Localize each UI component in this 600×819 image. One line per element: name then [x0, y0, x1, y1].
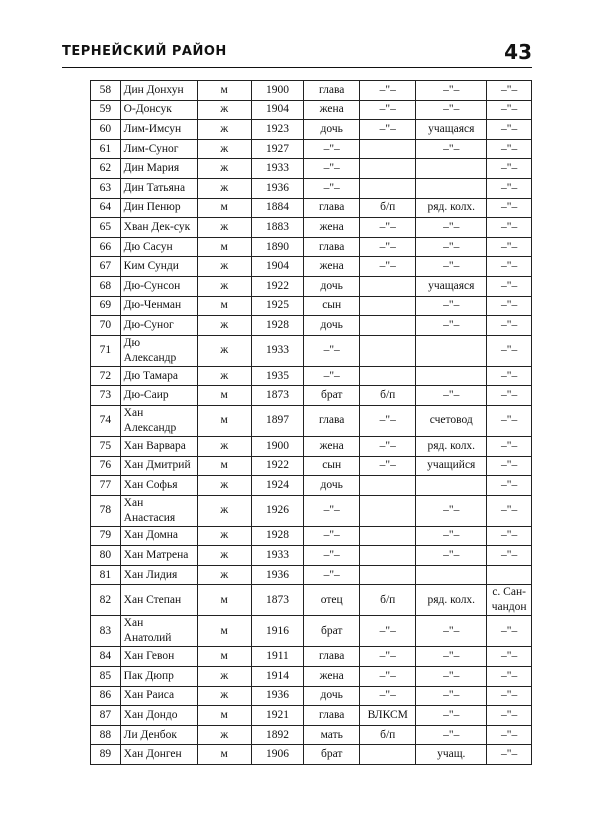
- sex-cell: ж: [197, 335, 251, 366]
- party-status: б/п: [360, 585, 416, 616]
- birth-year: 1890: [251, 237, 303, 257]
- row-number: 60: [91, 120, 121, 140]
- sex-cell: ж: [197, 120, 251, 140]
- table-row: [91, 725, 532, 745]
- sex-cell: ж: [197, 546, 251, 566]
- note-cell: –"–: [487, 725, 532, 745]
- family-relation: мать: [304, 725, 360, 745]
- person-name: Лим-Имсун: [120, 120, 197, 140]
- family-relation: глава: [304, 81, 360, 101]
- table-row: [91, 546, 532, 566]
- person-name: Хан Домна: [120, 526, 197, 546]
- person-name: Хван Дек-сук: [120, 218, 197, 238]
- person-name: Дин Пенюр: [120, 198, 197, 218]
- note-cell: –"–: [487, 296, 532, 316]
- note-cell: –"–: [487, 139, 532, 159]
- occupation-cell: [416, 565, 487, 585]
- person-name: Дю-Суног: [120, 316, 197, 336]
- sex-cell: м: [197, 456, 251, 476]
- sex-cell: м: [197, 198, 251, 218]
- birth-year: 1904: [251, 100, 303, 120]
- sex-cell: м: [197, 585, 251, 616]
- table-row: [91, 585, 532, 616]
- table-row: [91, 436, 532, 456]
- sex-cell: ж: [197, 526, 251, 546]
- occupation-cell: –"–: [416, 706, 487, 726]
- party-status: [360, 159, 416, 179]
- sex-cell: м: [197, 647, 251, 667]
- occupation-cell: –"–: [416, 647, 487, 667]
- note-cell: –"–: [487, 405, 532, 436]
- row-number: 87: [91, 706, 121, 726]
- family-relation: –"–: [304, 546, 360, 566]
- note-cell: –"–: [487, 276, 532, 296]
- birth-year: 1935: [251, 366, 303, 386]
- sex-cell: ж: [197, 100, 251, 120]
- party-status: [360, 335, 416, 366]
- table-row: [91, 178, 532, 198]
- row-number: 84: [91, 647, 121, 667]
- family-relation: жена: [304, 667, 360, 687]
- person-name: Дю Сасун: [120, 237, 197, 257]
- row-number: 74: [91, 405, 121, 436]
- occupation-cell: –"–: [416, 296, 487, 316]
- note-cell: –"–: [487, 159, 532, 179]
- sex-cell: ж: [197, 436, 251, 456]
- note-cell: –"–: [487, 456, 532, 476]
- birth-year: 1914: [251, 667, 303, 687]
- occupation-cell: ряд. колх.: [416, 436, 487, 456]
- birth-year: 1933: [251, 335, 303, 366]
- birth-year: 1911: [251, 647, 303, 667]
- birth-year: 1873: [251, 585, 303, 616]
- birth-year: 1936: [251, 565, 303, 585]
- party-status: –"–: [360, 616, 416, 647]
- sex-cell: ж: [197, 257, 251, 277]
- note-cell: –"–: [487, 316, 532, 336]
- family-relation: глава: [304, 237, 360, 257]
- row-number: 70: [91, 316, 121, 336]
- occupation-cell: –"–: [416, 100, 487, 120]
- person-name: Хан Донген: [120, 745, 197, 765]
- row-number: 76: [91, 456, 121, 476]
- party-status: б/п: [360, 386, 416, 406]
- row-number: 83: [91, 616, 121, 647]
- person-name: Дю-Ченман: [120, 296, 197, 316]
- family-relation: жена: [304, 257, 360, 277]
- table-row: [91, 316, 532, 336]
- table-row: [91, 667, 532, 687]
- party-status: [360, 276, 416, 296]
- party-status: ВЛКСМ: [360, 706, 416, 726]
- birth-year: 1922: [251, 456, 303, 476]
- table-row: [91, 386, 532, 406]
- table-row: [91, 100, 532, 120]
- person-name: Хан Дмитрий: [120, 456, 197, 476]
- party-status: [360, 565, 416, 585]
- person-name: О-Донсук: [120, 100, 197, 120]
- note-cell: –"–: [487, 218, 532, 238]
- row-number: 64: [91, 198, 121, 218]
- table-row: [91, 456, 532, 476]
- party-status: б/п: [360, 725, 416, 745]
- person-name: Дю Тамара: [120, 366, 197, 386]
- birth-year: 1924: [251, 476, 303, 496]
- occupation-cell: [416, 335, 487, 366]
- family-relation: –"–: [304, 335, 360, 366]
- person-name: Пак Дюпр: [120, 667, 197, 687]
- note-cell: –"–: [487, 706, 532, 726]
- note-cell: –"–: [487, 667, 532, 687]
- table-row: [91, 495, 532, 526]
- row-number: 59: [91, 100, 121, 120]
- person-name: Хан Гевон: [120, 647, 197, 667]
- table-row: [91, 476, 532, 496]
- table-row: [91, 616, 532, 647]
- sex-cell: м: [197, 237, 251, 257]
- sex-cell: ж: [197, 565, 251, 585]
- birth-year: 1922: [251, 276, 303, 296]
- occupation-cell: –"–: [416, 526, 487, 546]
- table-row: [91, 159, 532, 179]
- birth-year: 1883: [251, 218, 303, 238]
- birth-year: 1900: [251, 81, 303, 101]
- sex-cell: м: [197, 616, 251, 647]
- person-name: Хан Степан: [120, 585, 197, 616]
- party-status: [360, 139, 416, 159]
- family-relation: отец: [304, 585, 360, 616]
- table-row: [91, 276, 532, 296]
- note-cell: –"–: [487, 81, 532, 101]
- party-status: [360, 178, 416, 198]
- row-number: 78: [91, 495, 121, 526]
- row-number: 89: [91, 745, 121, 765]
- party-status: –"–: [360, 120, 416, 140]
- family-relation: глава: [304, 198, 360, 218]
- occupation-cell: –"–: [416, 667, 487, 687]
- party-status: –"–: [360, 405, 416, 436]
- birth-year: 1927: [251, 139, 303, 159]
- birth-year: 1928: [251, 316, 303, 336]
- party-status: –"–: [360, 456, 416, 476]
- sex-cell: ж: [197, 667, 251, 687]
- family-relation: –"–: [304, 178, 360, 198]
- table-row: [91, 198, 532, 218]
- person-name: Дин Татьяна: [120, 178, 197, 198]
- party-status: –"–: [360, 686, 416, 706]
- census-table-body: [91, 81, 532, 765]
- person-name: Ли Денбок: [120, 725, 197, 745]
- party-status: [360, 526, 416, 546]
- sex-cell: м: [197, 81, 251, 101]
- person-name: Хан Матрена: [120, 546, 197, 566]
- family-relation: –"–: [304, 366, 360, 386]
- table-row: [91, 647, 532, 667]
- row-number: 61: [91, 139, 121, 159]
- row-number: 67: [91, 257, 121, 277]
- party-status: –"–: [360, 218, 416, 238]
- row-number: 80: [91, 546, 121, 566]
- row-number: 88: [91, 725, 121, 745]
- note-cell: –"–: [487, 616, 532, 647]
- family-relation: брат: [304, 616, 360, 647]
- occupation-cell: –"–: [416, 686, 487, 706]
- birth-year: 1892: [251, 725, 303, 745]
- table-row: [91, 257, 532, 277]
- occupation-cell: –"–: [416, 316, 487, 336]
- sex-cell: ж: [197, 139, 251, 159]
- person-name: Хан Варвара: [120, 436, 197, 456]
- note-cell: –"–: [487, 546, 532, 566]
- header-rule: [62, 67, 532, 68]
- person-name: Хан Анастасия: [120, 495, 197, 526]
- person-name: Хан Александр: [120, 405, 197, 436]
- table-row: [91, 405, 532, 436]
- sex-cell: ж: [197, 159, 251, 179]
- table-row: [91, 139, 532, 159]
- party-status: –"–: [360, 81, 416, 101]
- sex-cell: м: [197, 386, 251, 406]
- note-cell: –"–: [487, 647, 532, 667]
- family-relation: жена: [304, 218, 360, 238]
- birth-year: 1921: [251, 706, 303, 726]
- person-name: Ким Сунди: [120, 257, 197, 277]
- party-status: –"–: [360, 237, 416, 257]
- sex-cell: ж: [197, 725, 251, 745]
- note-cell: –"–: [487, 476, 532, 496]
- birth-year: 1873: [251, 386, 303, 406]
- person-name: Хан Дондо: [120, 706, 197, 726]
- birth-year: 1936: [251, 178, 303, 198]
- party-status: б/п: [360, 198, 416, 218]
- table-row: [91, 335, 532, 366]
- party-status: –"–: [360, 100, 416, 120]
- occupation-cell: учащаяся: [416, 276, 487, 296]
- note-cell: –"–: [487, 100, 532, 120]
- running-title: ТЕРНЕЙСКИЙ РАЙОН: [62, 44, 227, 59]
- sex-cell: ж: [197, 366, 251, 386]
- family-relation: жена: [304, 436, 360, 456]
- person-name: Дин Донхун: [120, 81, 197, 101]
- family-relation: глава: [304, 706, 360, 726]
- sex-cell: м: [197, 405, 251, 436]
- sex-cell: ж: [197, 218, 251, 238]
- sex-cell: ж: [197, 495, 251, 526]
- occupation-cell: счетовод: [416, 405, 487, 436]
- occupation-cell: [416, 178, 487, 198]
- table-row: [91, 366, 532, 386]
- sex-cell: ж: [197, 316, 251, 336]
- person-name: Хан Софья: [120, 476, 197, 496]
- note-cell: –"–: [487, 436, 532, 456]
- row-number: 85: [91, 667, 121, 687]
- family-relation: жена: [304, 100, 360, 120]
- family-relation: –"–: [304, 139, 360, 159]
- person-name: Хан Анатолий: [120, 616, 197, 647]
- sex-cell: ж: [197, 178, 251, 198]
- row-number: 81: [91, 565, 121, 585]
- note-cell: –"–: [487, 386, 532, 406]
- person-name: Лим-Суног: [120, 139, 197, 159]
- table-row: [91, 706, 532, 726]
- family-relation: дочь: [304, 476, 360, 496]
- census-table: [90, 80, 532, 765]
- table-row: [91, 745, 532, 765]
- row-number: 62: [91, 159, 121, 179]
- party-status: [360, 366, 416, 386]
- note-cell: –"–: [487, 257, 532, 277]
- family-relation: сын: [304, 456, 360, 476]
- family-relation: дочь: [304, 120, 360, 140]
- occupation-cell: –"–: [416, 495, 487, 526]
- occupation-cell: –"–: [416, 237, 487, 257]
- row-number: 58: [91, 81, 121, 101]
- birth-year: 1926: [251, 495, 303, 526]
- occupation-cell: –"–: [416, 616, 487, 647]
- birth-year: 1906: [251, 745, 303, 765]
- occupation-cell: –"–: [416, 139, 487, 159]
- row-number: 82: [91, 585, 121, 616]
- row-number: 86: [91, 686, 121, 706]
- party-status: [360, 476, 416, 496]
- note-cell: –"–: [487, 686, 532, 706]
- table-row: [91, 218, 532, 238]
- occupation-cell: –"–: [416, 546, 487, 566]
- running-header: [62, 40, 532, 70]
- row-number: 72: [91, 366, 121, 386]
- row-number: 71: [91, 335, 121, 366]
- row-number: 79: [91, 526, 121, 546]
- row-number: 63: [91, 178, 121, 198]
- party-status: –"–: [360, 436, 416, 456]
- table-row: [91, 237, 532, 257]
- party-status: [360, 296, 416, 316]
- party-status: [360, 745, 416, 765]
- note-cell: –"–: [487, 335, 532, 366]
- family-relation: брат: [304, 386, 360, 406]
- note-cell: –"–: [487, 198, 532, 218]
- occupation-cell: –"–: [416, 218, 487, 238]
- row-number: 75: [91, 436, 121, 456]
- occupation-cell: ряд. колх.: [416, 585, 487, 616]
- note-cell: –"–: [487, 366, 532, 386]
- occupation-cell: –"–: [416, 81, 487, 101]
- party-status: –"–: [360, 647, 416, 667]
- occupation-cell: учащаяся: [416, 120, 487, 140]
- table-row: [91, 526, 532, 546]
- table-row: [91, 296, 532, 316]
- family-relation: дочь: [304, 316, 360, 336]
- person-name: Дю-Сунсон: [120, 276, 197, 296]
- occupation-cell: ряд. колх.: [416, 198, 487, 218]
- note-cell: –"–: [487, 526, 532, 546]
- note-cell: –"–: [487, 495, 532, 526]
- birth-year: 1897: [251, 405, 303, 436]
- person-name: Дин Мария: [120, 159, 197, 179]
- family-relation: глава: [304, 405, 360, 436]
- table-row: [91, 81, 532, 101]
- sex-cell: ж: [197, 476, 251, 496]
- note-cell: –"–: [487, 178, 532, 198]
- family-relation: –"–: [304, 526, 360, 546]
- birth-year: 1928: [251, 526, 303, 546]
- note-cell: –"–: [487, 237, 532, 257]
- person-name: Хан Лидия: [120, 565, 197, 585]
- table-row: [91, 686, 532, 706]
- occupation-cell: –"–: [416, 725, 487, 745]
- note-cell: –"–: [487, 745, 532, 765]
- occupation-cell: –"–: [416, 257, 487, 277]
- family-relation: –"–: [304, 565, 360, 585]
- table-row: [91, 565, 532, 585]
- sex-cell: ж: [197, 686, 251, 706]
- party-status: –"–: [360, 667, 416, 687]
- note-cell: с. Сан-чандон: [487, 585, 532, 616]
- row-number: 66: [91, 237, 121, 257]
- party-status: [360, 495, 416, 526]
- person-name: Хан Раиса: [120, 686, 197, 706]
- birth-year: 1884: [251, 198, 303, 218]
- birth-year: 1900: [251, 436, 303, 456]
- sex-cell: м: [197, 296, 251, 316]
- person-name: Дю Александр: [120, 335, 197, 366]
- birth-year: 1936: [251, 686, 303, 706]
- family-relation: дочь: [304, 276, 360, 296]
- birth-year: 1904: [251, 257, 303, 277]
- birth-year: 1933: [251, 159, 303, 179]
- note-cell: [487, 565, 532, 585]
- row-number: 68: [91, 276, 121, 296]
- occupation-cell: учащ.: [416, 745, 487, 765]
- family-relation: глава: [304, 647, 360, 667]
- occupation-cell: –"–: [416, 386, 487, 406]
- occupation-cell: [416, 366, 487, 386]
- occupation-cell: учащийся: [416, 456, 487, 476]
- birth-year: 1923: [251, 120, 303, 140]
- table-row: [91, 120, 532, 140]
- sex-cell: ж: [197, 276, 251, 296]
- family-relation: сын: [304, 296, 360, 316]
- birth-year: 1933: [251, 546, 303, 566]
- birth-year: 1925: [251, 296, 303, 316]
- family-relation: брат: [304, 745, 360, 765]
- party-status: [360, 316, 416, 336]
- row-number: 65: [91, 218, 121, 238]
- sex-cell: м: [197, 706, 251, 726]
- row-number: 69: [91, 296, 121, 316]
- family-relation: –"–: [304, 495, 360, 526]
- person-name: Дю-Саир: [120, 386, 197, 406]
- birth-year: 1916: [251, 616, 303, 647]
- family-relation: –"–: [304, 159, 360, 179]
- occupation-cell: [416, 476, 487, 496]
- occupation-cell: [416, 159, 487, 179]
- note-cell: –"–: [487, 120, 532, 140]
- sex-cell: м: [197, 745, 251, 765]
- page-number: 43: [504, 40, 532, 64]
- family-relation: дочь: [304, 686, 360, 706]
- row-number: 77: [91, 476, 121, 496]
- party-status: [360, 546, 416, 566]
- row-number: 73: [91, 386, 121, 406]
- party-status: –"–: [360, 257, 416, 277]
